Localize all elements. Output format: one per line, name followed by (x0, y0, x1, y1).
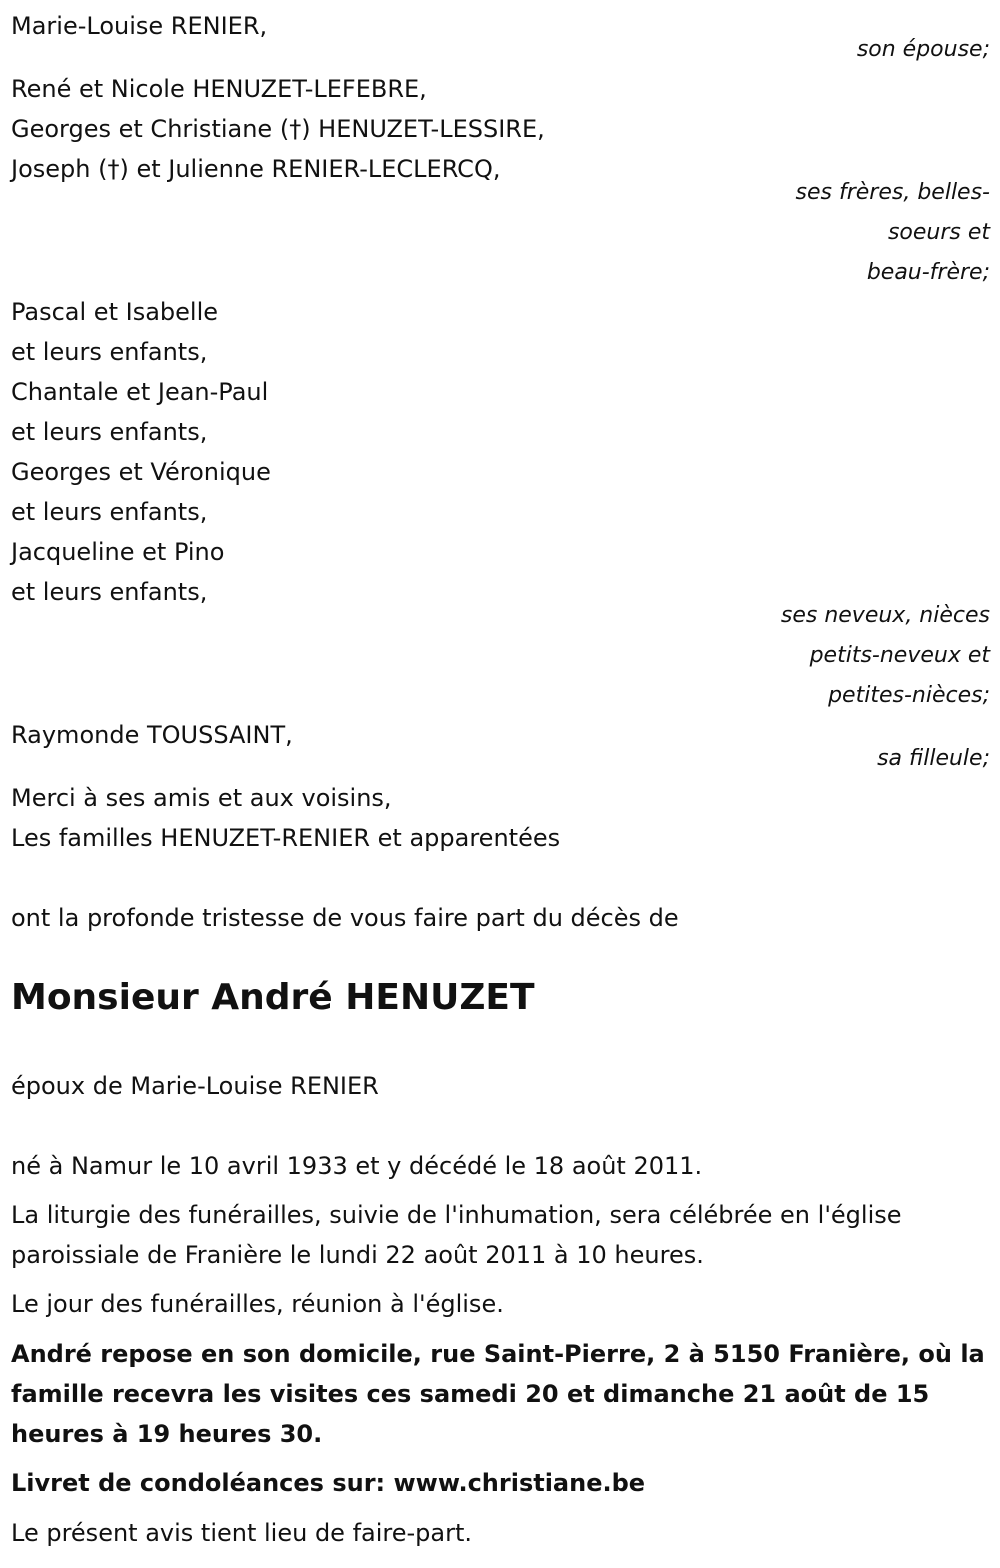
meeting-info: Le jour des funérailles, réunion à l'église. (11, 1290, 504, 1318)
nephew-line: Jacqueline et Pino (11, 538, 225, 566)
visitation-line: heures à 19 heures 30. (11, 1420, 323, 1448)
families-line: Les familles HENUZET-RENIER et apparentées (11, 824, 561, 852)
sibling-line: Georges et Christiane (†) HENUZET-LESSIRE, (11, 115, 545, 143)
thanks-line: Merci à ses amis et aux voisins, (11, 784, 392, 812)
nephew-line: et leurs enfants, (11, 418, 208, 446)
goddaughter-name: Raymonde TOUSSAINT, (11, 721, 293, 749)
nephews-relation-line: ses neveux, nièces (780, 603, 990, 628)
nephew-line: et leurs enfants, (11, 338, 208, 366)
spouse-of: époux de Marie-Louise RENIER (11, 1072, 379, 1100)
liturgy-line: paroissiale de Franière le lundi 22 août 2011 à 10 heures. (11, 1241, 704, 1269)
nephew-line: Pascal et Isabelle (11, 298, 218, 326)
nephews-relation-line: petites-nièces; (828, 683, 990, 708)
sibling-line: Joseph (†) et Julienne RENIER-LECLERCQ, (11, 155, 501, 183)
nephews-relation-line: petits-neveux et (809, 643, 990, 668)
sibling-line: René et Nicole HENUZET-LEFEBRE, (11, 75, 427, 103)
siblings-relation-line: soeurs et (887, 220, 990, 245)
birth-death: né à Namur le 10 avril 1933 et y décédé le 18 août 2011. (11, 1152, 703, 1180)
nephew-line: Chantale et Jean-Paul (11, 378, 269, 406)
siblings-relation-line: beau-frère; (866, 260, 990, 285)
announcement: ont la profonde tristesse de vous faire part du décès de (11, 904, 679, 932)
siblings-relation-line: ses frères, belles- (795, 180, 990, 205)
deceased-name: Monsieur André HENUZET (11, 977, 535, 1018)
spouse-name: Marie-Louise RENIER, (11, 12, 268, 40)
liturgy-line: La liturgie des funérailles, suivie de l'inhumation, sera célébrée en l'église (11, 1201, 902, 1229)
goddaughter-relation: sa filleule; (877, 746, 990, 771)
nephew-line: et leurs enfants, (11, 578, 208, 606)
spouse-relation: son épouse; (856, 37, 990, 62)
nephew-line: Georges et Véronique (11, 458, 271, 486)
condolences-line: Livret de condoléances sur: www.christiane.be (11, 1469, 646, 1497)
visitation-line: famille recevra les visites ces samedi 20 et dimanche 21 août de 15 (11, 1380, 930, 1408)
nephew-line: et leurs enfants, (11, 498, 208, 526)
notice-line: Le présent avis tient lieu de faire-part. (11, 1519, 473, 1547)
visitation-line: André repose en son domicile, rue Saint-Pierre, 2 à 5150 Franière, où la (11, 1340, 985, 1368)
